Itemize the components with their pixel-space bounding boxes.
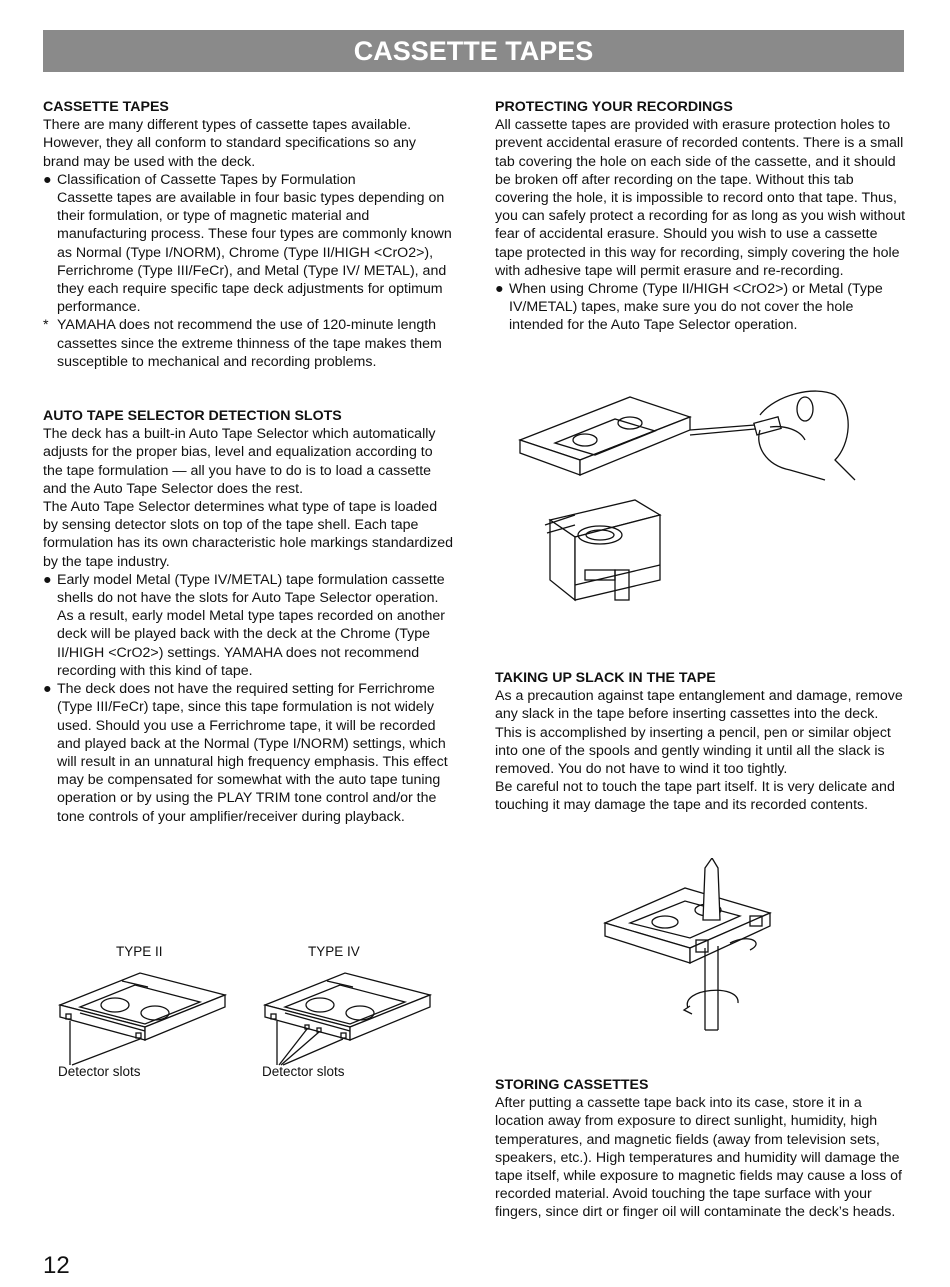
detector-slots-label-type2: Detector slots: [58, 1064, 141, 1079]
bullet-chrome-metal: [495, 280, 907, 335]
section-heading-auto-tape-selector: AUTO TAPE SELECTOR DETECTION SLOTS: [43, 408, 342, 425]
storing-body: After putting a cassette tape back into its case, store it in a location away from exposure to direct sunlight, humidity, high temperatures, and magnetic fields (away from television sets, speakers, etc.). High temperatures and humidity will damage the tape itself, while exposure to magnetic fields may cause a loss of recorded material. Avoid touching the tape surface with your fingers, since dirt or finger oil will contaminate the deck’s heads.: [495, 1095, 902, 1221]
slack-paragraph-1: As a precaution against tape entanglement and damage, remove any slack in the tape before inserting cassettes into the deck. This is accomplished by inserting a pencil, pen or similar object into one of the spools and gently winding it until all the slack is removed. You do not have to wind it too tightly.: [495, 688, 903, 778]
note-text: YAMAHA does not recommend the use of 120-minute length cassettes since the extreme thinness of the tape makes them susceptible to mechanical and recording problems.: [57, 317, 442, 370]
right-column-bottom: [495, 1076, 907, 1222]
type2-label: TYPE II: [116, 944, 163, 959]
right-column-middle: [495, 669, 907, 815]
cassette-type4-illustration: [255, 965, 445, 1070]
page-number: 12: [43, 1252, 70, 1279]
break-tab-illustration: [515, 385, 865, 625]
left-column: [43, 98, 455, 826]
section-heading-slack: TAKING UP SLACK IN THE TAPE: [495, 670, 716, 686]
ats-paragraph-1: The deck has a built-in Auto Tape Selector which automatically adjusts for the proper bias, level and equalization according to the tape formulation — all you have to do is to load a cassette and the Auto Tape Selector does the rest.: [43, 426, 436, 497]
cassette-type2-illustration: [50, 965, 240, 1070]
asterisk-icon: *: [43, 317, 49, 334]
type4-label: TYPE IV: [308, 944, 360, 959]
bullet-early-metal: [43, 571, 455, 680]
bullet-text: The deck does not have the required setting for Ferrichrome (Type III/FeCr) tape, since this tape formulation is not widely used. Should you use a Ferrichrome tape, it will be recorded and played back at the Normal (Type I/NORM) settings, which will result in an unnatural high frequency emphasis. This effect may be compensated for somewhat with the auto tape tuning operation or by using the PLAY TRIM tone control and/or the tone controls of your amplifier/receiver during playback.: [57, 681, 448, 825]
section-heading-storing: STORING CASSETTES: [495, 1077, 649, 1093]
bullet-text: When using Chrome (Type II/HIGH <CrO2>) or Metal (Type IV/METAL) tapes, make sure you do not cover the hole intended for the Auto Tape Selector operation.: [509, 281, 883, 334]
bullet-icon: ●: [43, 171, 52, 188]
page-banner: CASSETTE TAPES: [43, 30, 904, 72]
section-heading-cassette-tapes: CASSETTE TAPES: [43, 99, 169, 115]
right-column-top: [495, 98, 907, 335]
protecting-body: All cassette tapes are provided with erasure protection holes to prevent accidental erasure of recorded contents. There is a small tab covering the hole on each side of the cassette, and it should be broken off after recording on the tape. Without this tab covering the hole, it is impossible to record onto that tape. Thus, you can safely protect a recording for as long as you wish without fear of accidental erasure. Should you wish to use a cassette tape protected in this way for recording, simply covering the hole with adhesive tape will permit erasure and re-recording.: [495, 117, 906, 279]
cassette-intro: There are many different types of cassette tapes available. However, they all conform to standard specifications so any brand may be used with the deck.: [43, 117, 417, 170]
wind-slack-illustration: [600, 858, 780, 1038]
ats-paragraph-2: The Auto Tape Selector determines what type of tape is loaded by sensing detector slots on top of the tape shell. Each tape formulation has its own characteristic hole markings standardized by the tape industry.: [43, 499, 454, 570]
bullet-text: Early model Metal (Type IV/METAL) tape formulation cassette shells do not have the slots for Auto Tape Selector operation. As a result, early model Metal type tapes recorded on another deck will be played back with the deck at the Chrome (Type II/HIGH <CrO2>) settings. YAMAHA does not recommend recording with this kind of tape.: [57, 571, 446, 679]
slack-paragraph-2: Be careful not to touch the tape part itself. It is very delicate and touching it may damage the tape and its recorded contents.: [495, 779, 895, 814]
bullet-icon: ●: [43, 681, 52, 698]
section-heading-protecting: PROTECTING YOUR RECORDINGS: [495, 99, 733, 115]
bullet-icon: ●: [43, 571, 52, 588]
bullet-ferrichrome: [43, 680, 455, 826]
detector-slots-label-type4: Detector slots: [262, 1064, 345, 1079]
bullet-icon: ●: [495, 281, 504, 298]
note-120min: [43, 316, 455, 371]
bullet-body: Cassette tapes are available in four basic types depending on their formulation, or type of magnetic material and manufacturing process. These four types are commonly known as Normal (Type I/NORM), Chrome (Type II/HIGH <CrO2>), Ferrichrome (Type III/FeCr), and Metal (Type IV/ METAL), and they each require specific tape deck adjustments for optimum performance.: [57, 190, 452, 316]
bullet-title: Classification of Cassette Tapes by Formulation: [57, 171, 356, 188]
bullet-classification: [43, 171, 455, 317]
